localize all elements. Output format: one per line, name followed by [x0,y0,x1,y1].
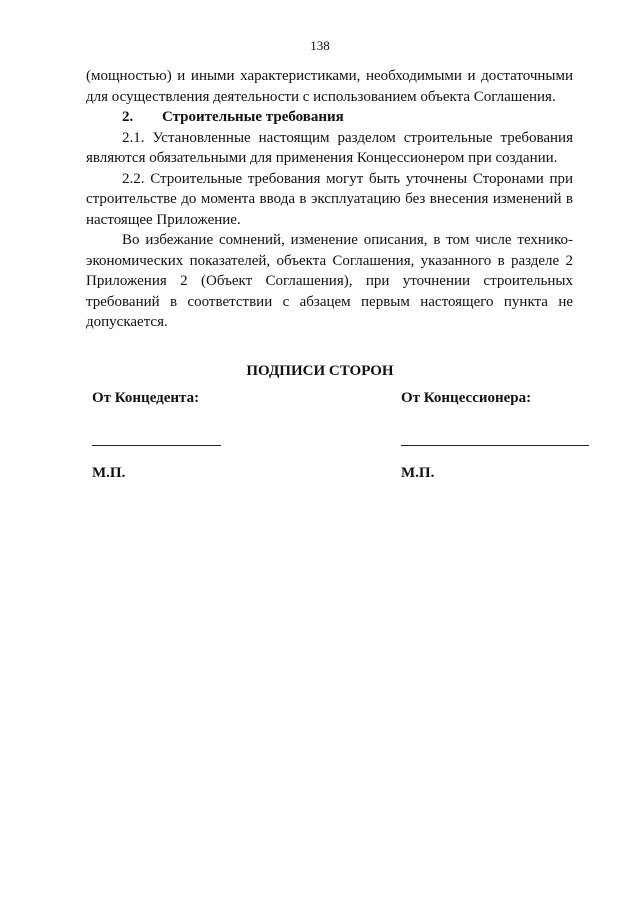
clause-2-2-note: Во избежание сомнений, изменение описания, в том числе технико-экономических показателей, объекта Соглашения, указанного в разделе 2 Приложения 2 (Объект Соглашения), при уточнении строительных требований в соответствии с абзацем первым настоящего пункта не допускается. [86,232,573,330]
clause-2-2: 2.2. Строительные требования могут быть уточнены Сторонами при строительстве до момента ввода в эксплуатацию без внесения изменений в настоящее Приложение. [86,170,573,228]
section-title: Строительные требования [162,109,344,125]
grantor-signature-line [92,445,221,446]
grantor-stamp-label: М.П. [92,465,126,481]
concessionaire-signature-line [401,445,589,446]
concessionaire-stamp-label: М.П. [401,465,435,481]
document-body [86,66,573,333]
paragraph-continuation: (мощностью) и иными характеристиками, необходимыми и достаточными для осуществления деятельности с использованием объекта Соглашения. [86,68,573,105]
concessionaire-label: От Концессионера: [401,390,532,406]
signatures-title: ПОДПИСИ СТОРОН [246,363,394,379]
clause-2-1: 2.1. Установленные настоящим разделом строительные требования являются обязательными для применения Концессионером при создании. [86,129,573,166]
page-number: 138 [310,38,330,53]
section-heading [86,107,573,128]
section-number: 2. [122,109,134,125]
grantor-label: От Концедента: [92,390,200,406]
